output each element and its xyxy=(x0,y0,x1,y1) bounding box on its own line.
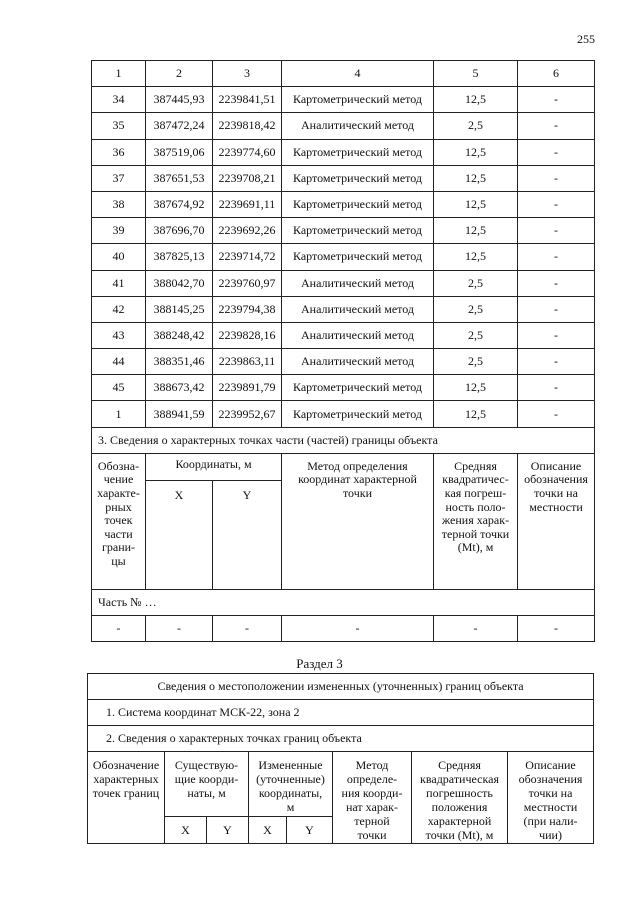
table-cell: 37 xyxy=(92,165,146,191)
table-cell: - xyxy=(518,244,595,270)
table-row xyxy=(92,113,595,139)
table-cell: 41 xyxy=(92,270,146,296)
column-number-row xyxy=(92,61,595,87)
table-cell: - xyxy=(518,139,595,165)
table-cell: - xyxy=(518,296,595,322)
table-cell: 12,5 xyxy=(434,139,518,165)
table-title-row xyxy=(88,674,594,700)
table-cell: 387674,92 xyxy=(146,191,213,217)
description-header: Описание обозначения точки на местности xyxy=(518,453,595,589)
table-cell: Аналитический метод xyxy=(282,349,434,375)
part-label: Часть № … xyxy=(92,589,595,615)
table-cell: - xyxy=(518,616,595,642)
method-header: Метод определе- ния коорди- нат харак- терной точки xyxy=(333,752,412,844)
table-cell: 2239692,26 xyxy=(213,218,282,244)
table-cell: - xyxy=(146,616,213,642)
table-cell: 35 xyxy=(92,113,146,139)
changed-x-header: X xyxy=(249,817,287,844)
column-number: 5 xyxy=(434,61,518,87)
error-header: Средняя квадратичес- кая погреш- ность поло- жения харак- терной точки (Mt), м xyxy=(434,453,518,589)
changed-y-header: Y xyxy=(287,817,333,844)
empty-row xyxy=(92,616,595,642)
coord-system-row xyxy=(88,700,594,726)
section-title: Раздел 3 xyxy=(296,656,343,671)
table-cell: 388042,70 xyxy=(146,270,213,296)
table-cell: 387519,06 xyxy=(146,139,213,165)
table-cell: 12,5 xyxy=(434,401,518,427)
table-cell: 2239760,97 xyxy=(213,270,282,296)
table-cell: 2239774,60 xyxy=(213,139,282,165)
existing-y-header: Y xyxy=(207,817,249,844)
table-cell: 12,5 xyxy=(434,87,518,113)
table-cell: 388673,42 xyxy=(146,375,213,401)
table-cell: Аналитический метод xyxy=(282,322,434,348)
column-number: 3 xyxy=(213,61,282,87)
table-cell: Картометрический метод xyxy=(282,87,434,113)
table-cell: 43 xyxy=(92,322,146,348)
column-number: 4 xyxy=(282,61,434,87)
table-cell: Картометрический метод xyxy=(282,244,434,270)
table-cell: 1 xyxy=(92,401,146,427)
table-row xyxy=(92,296,595,322)
table-cell: 2239818,42 xyxy=(213,113,282,139)
table-row xyxy=(92,244,595,270)
boundary-points-table xyxy=(91,60,595,642)
table-cell: 2,5 xyxy=(434,349,518,375)
designation-header: Обозна- чение характе- рных точек части грани- цы xyxy=(92,453,146,589)
table-cell: 38 xyxy=(92,191,146,217)
part-label-row xyxy=(92,589,595,615)
table-cell: 388248,42 xyxy=(146,322,213,348)
table-cell: 2239952,67 xyxy=(213,401,282,427)
error-header: Средняя квадратическая погрешность положения характерной точки (Mt), м xyxy=(412,752,508,844)
table-row xyxy=(92,375,595,401)
table-cell: 2,5 xyxy=(434,270,518,296)
table-row xyxy=(92,349,595,375)
points-title: 2. Сведения о характерных точках границ объекта xyxy=(88,726,594,752)
table-cell: 387696,70 xyxy=(146,218,213,244)
designation-header: Обозначение характерных точек границ xyxy=(88,752,165,844)
table-cell: 388941,59 xyxy=(146,401,213,427)
existing-coordinates-header: Существую- щие коорди- наты, м xyxy=(165,752,249,817)
table-cell: 40 xyxy=(92,244,146,270)
table-cell: 12,5 xyxy=(434,244,518,270)
table-cell: Картометрический метод xyxy=(282,191,434,217)
parts-title-row xyxy=(92,427,595,453)
table-cell: 2,5 xyxy=(434,322,518,348)
table-cell: 12,5 xyxy=(434,218,518,244)
table-row xyxy=(92,270,595,296)
table-row xyxy=(92,87,595,113)
table-row xyxy=(92,139,595,165)
table-cell: 2239891,79 xyxy=(213,375,282,401)
table-cell: 387825,13 xyxy=(146,244,213,270)
table-cell: - xyxy=(518,401,595,427)
table-cell: Картометрический метод xyxy=(282,218,434,244)
table-cell: 2239828,16 xyxy=(213,322,282,348)
table-cell: - xyxy=(518,87,595,113)
table-title: Сведения о местоположении измененных (уточненных) границ объекта xyxy=(88,674,594,700)
table-cell: - xyxy=(518,322,595,348)
table-cell: 388351,46 xyxy=(146,349,213,375)
table-cell: Картометрический метод xyxy=(282,139,434,165)
table-cell: 387651,53 xyxy=(146,165,213,191)
changed-boundaries-table xyxy=(87,673,594,844)
table-cell: Картометрический метод xyxy=(282,375,434,401)
y-header: Y xyxy=(213,480,282,589)
description-header: Описание обозначения точки на местности (при нали- чии) xyxy=(508,752,594,844)
table-cell: 12,5 xyxy=(434,165,518,191)
table-cell: - xyxy=(518,218,595,244)
parts-title: 3. Сведения о характерных точках части (частей) границы объекта xyxy=(92,427,595,453)
parts-header-row xyxy=(92,453,595,480)
table-cell: Аналитический метод xyxy=(282,296,434,322)
table-cell: - xyxy=(518,270,595,296)
changed-coordinates-header: Измененные (уточненные) координаты, м xyxy=(249,752,333,817)
points-title-row xyxy=(88,726,594,752)
table-cell: 2,5 xyxy=(434,113,518,139)
table-row xyxy=(92,218,595,244)
table-cell: 2239841,51 xyxy=(213,87,282,113)
page-number: 255 xyxy=(577,32,595,46)
table-cell: 2,5 xyxy=(434,296,518,322)
table-cell: 388145,25 xyxy=(146,296,213,322)
table-cell: - xyxy=(518,165,595,191)
table-row xyxy=(92,191,595,217)
table-cell: 12,5 xyxy=(434,375,518,401)
table-cell: Аналитический метод xyxy=(282,270,434,296)
table-row xyxy=(92,165,595,191)
method-header: Метод определения координат характерной точки xyxy=(282,453,434,589)
table-cell: Картометрический метод xyxy=(282,401,434,427)
table-cell: 34 xyxy=(92,87,146,113)
table-cell: 39 xyxy=(92,218,146,244)
table-cell: - xyxy=(434,616,518,642)
table-cell: 42 xyxy=(92,296,146,322)
table-cell: 2239714,72 xyxy=(213,244,282,270)
table-cell: 2239691,11 xyxy=(213,191,282,217)
table-row xyxy=(92,401,595,427)
table-cell: Картометрический метод xyxy=(282,165,434,191)
table-cell: 44 xyxy=(92,349,146,375)
table-cell: 36 xyxy=(92,139,146,165)
table-cell: 387472,24 xyxy=(146,113,213,139)
table-cell: 2239863,11 xyxy=(213,349,282,375)
table-cell: 12,5 xyxy=(434,191,518,217)
table-row xyxy=(92,322,595,348)
column-number: 1 xyxy=(92,61,146,87)
table-cell: - xyxy=(518,113,595,139)
table-cell: - xyxy=(92,616,146,642)
table-cell: - xyxy=(282,616,434,642)
table-cell: - xyxy=(518,191,595,217)
table-cell: - xyxy=(518,375,595,401)
table-cell: 2239794,38 xyxy=(213,296,282,322)
coordinates-header: Координаты, м xyxy=(146,453,282,480)
table-cell: - xyxy=(213,616,282,642)
header-row xyxy=(88,752,594,817)
table-cell: 387445,93 xyxy=(146,87,213,113)
x-header: X xyxy=(146,480,213,589)
column-number: 6 xyxy=(518,61,595,87)
existing-x-header: X xyxy=(165,817,207,844)
table-cell: Аналитический метод xyxy=(282,113,434,139)
coord-system: 1. Система координат МСК-22, зона 2 xyxy=(88,700,594,726)
table-cell: 2239708,21 xyxy=(213,165,282,191)
column-number: 2 xyxy=(146,61,213,87)
table-cell: - xyxy=(518,349,595,375)
table-cell: 45 xyxy=(92,375,146,401)
